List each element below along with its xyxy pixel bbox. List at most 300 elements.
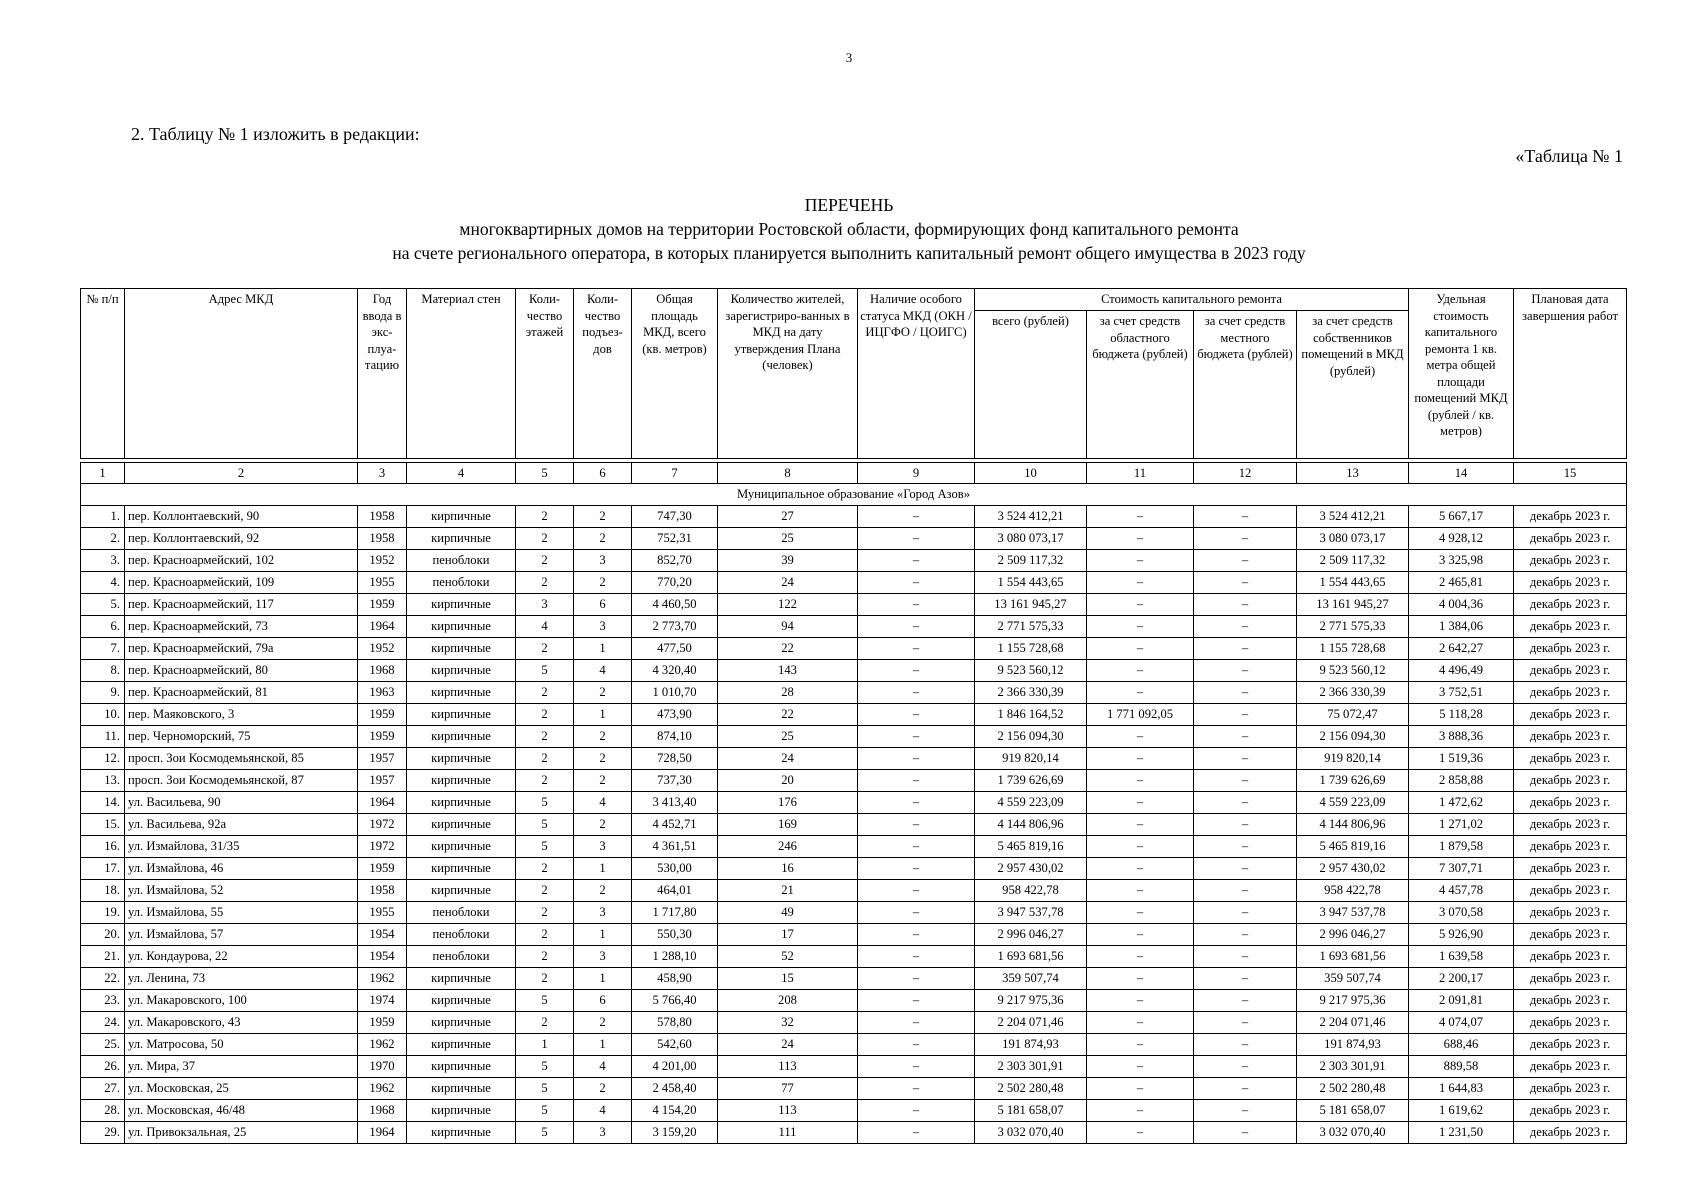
table-cell: – [1087,836,1194,858]
table-cell: – [1087,792,1194,814]
table-cell: 3 [574,902,632,924]
table-cell: 9. [81,682,125,704]
table-cell: 2 156 094,30 [975,726,1087,748]
table-cell: кирпичные [407,1122,516,1144]
table-cell: 28 [718,682,858,704]
table-cell: 3 947 537,78 [1297,902,1409,924]
table-cell: кирпичные [407,880,516,902]
table-cell: 1 554 443,65 [1297,572,1409,594]
table-cell: пер. Черноморский, 75 [125,726,358,748]
table-cell: 1 288,10 [632,946,718,968]
table-cell: – [858,990,975,1012]
table-cell: – [1194,968,1297,990]
table-cell: 4 [574,1056,632,1078]
section-row [81,484,1627,506]
table-cell: 1964 [358,1122,407,1144]
title-line-1: ПЕРЕЧЕНЬ [804,195,894,215]
table-cell: ул. Измайлова, 31/35 [125,836,358,858]
table-cell: 4. [81,572,125,594]
table-cell: 473,90 [632,704,718,726]
table-cell: 958 422,78 [1297,880,1409,902]
table-cell: 24 [718,748,858,770]
table-cell: – [1194,1056,1297,1078]
table-cell: декабрь 2023 г. [1514,902,1627,924]
table-cell: – [858,1034,975,1056]
table-cell: 3 752,51 [1409,682,1514,704]
table-cell: 3 413,40 [632,792,718,814]
table-cell: 1 [574,924,632,946]
table-cell: – [1194,1078,1297,1100]
table-cell: кирпичные [407,836,516,858]
table-cell: декабрь 2023 г. [1514,1056,1627,1078]
table-cell: 3 032 070,40 [975,1122,1087,1144]
table-cell: 1 644,83 [1409,1078,1514,1100]
table-cell: кирпичные [407,990,516,1012]
table-cell: 3 524 412,21 [975,506,1087,528]
header-cost-owners: за счет средств собственников помещений в МКД (рублей) [1297,311,1409,459]
table-row [81,1122,1627,1144]
table-cell: – [858,506,975,528]
table-cell: 122 [718,594,858,616]
table-cell: – [1194,1012,1297,1034]
table-body [81,506,1627,1144]
table-cell: 4 144 806,96 [975,814,1087,836]
table-cell: – [1194,704,1297,726]
table-cell: 4 559 223,09 [1297,792,1409,814]
table-row [81,880,1627,902]
table-cell: 3. [81,550,125,572]
table-cell: 2 200,17 [1409,968,1514,990]
section-title: Муниципальное образование «Город Азов» [81,484,1627,506]
table-cell: кирпичные [407,616,516,638]
table-cell: 4 361,51 [632,836,718,858]
table-cell: 1 155 728,68 [975,638,1087,660]
table-cell: пеноблоки [407,946,516,968]
table-row [81,506,1627,528]
table-cell: – [1194,1100,1297,1122]
table-row [81,968,1627,990]
table-cell: – [1194,902,1297,924]
table-cell: 2 [516,880,574,902]
table-cell: 1952 [358,638,407,660]
table-cell: ул. Васильева, 92а [125,814,358,836]
table-cell: 5 [516,836,574,858]
table-cell: – [1087,660,1194,682]
table-cell: 3 159,20 [632,1122,718,1144]
table-cell: 11. [81,726,125,748]
table-cell: 3 [574,946,632,968]
table-cell: 1 472,62 [1409,792,1514,814]
column-number: 6 [574,463,632,484]
table-cell: кирпичные [407,594,516,616]
table-cell: 9 217 975,36 [1297,990,1409,1012]
table-cell: 113 [718,1056,858,1078]
table-cell: 770,20 [632,572,718,594]
table-cell: 4 559 223,09 [975,792,1087,814]
column-number: 2 [125,463,358,484]
table-cell: 39 [718,550,858,572]
table-cell: 191 874,93 [1297,1034,1409,1056]
table-cell: 1 [574,1034,632,1056]
table-cell: 4 928,12 [1409,528,1514,550]
table-cell: декабрь 2023 г. [1514,704,1627,726]
table-cell: 1955 [358,902,407,924]
table-cell: 2 [574,814,632,836]
table-cell: пер. Красноармейский, 79а [125,638,358,660]
table-row [81,638,1627,660]
table-cell: 2 502 280,48 [975,1078,1087,1100]
table-cell: 25 [718,726,858,748]
table-cell: кирпичные [407,704,516,726]
table-cell: 1964 [358,616,407,638]
table-cell: 2 [574,748,632,770]
table-row [81,836,1627,858]
table-cell: 1 010,70 [632,682,718,704]
table-cell: 8. [81,660,125,682]
table-cell: – [858,682,975,704]
table-cell: кирпичные [407,506,516,528]
table-cell: 5 181 658,07 [1297,1100,1409,1122]
table-cell: 1 231,50 [1409,1122,1514,1144]
table-cell: 17. [81,858,125,880]
column-number: 5 [516,463,574,484]
table-cell: 747,30 [632,506,718,528]
table-row [81,1012,1627,1034]
column-number: 7 [632,463,718,484]
column-number: 9 [858,463,975,484]
table-cell: декабрь 2023 г. [1514,550,1627,572]
table-cell: 7. [81,638,125,660]
table-cell: декабрь 2023 г. [1514,616,1627,638]
table-cell: – [858,968,975,990]
table-cell: – [1194,594,1297,616]
table-cell: пер. Красноармейский, 102 [125,550,358,572]
table-cell: кирпичные [407,814,516,836]
table-cell: 2 204 071,46 [1297,1012,1409,1034]
table-cell: 2 509 117,32 [1297,550,1409,572]
table-cell: 6. [81,616,125,638]
page-number: 3 [845,50,853,65]
table-cell: 3 080 073,17 [1297,528,1409,550]
table-cell: 737,30 [632,770,718,792]
table-cell: декабрь 2023 г. [1514,726,1627,748]
table-cell: 5 [516,1100,574,1122]
table-cell: 26. [81,1056,125,1078]
table-cell: 1959 [358,704,407,726]
table-cell: 113 [718,1100,858,1122]
table-cell: – [1087,748,1194,770]
table-cell: 18. [81,880,125,902]
table-cell: ул. Васильева, 90 [125,792,358,814]
table-cell: 20. [81,924,125,946]
table-cell: 3 [574,616,632,638]
table-cell: – [1194,572,1297,594]
table-cell: 5 465 819,16 [975,836,1087,858]
table-cell: 2 [516,770,574,792]
table-cell: 1 693 681,56 [1297,946,1409,968]
header-area: Общая площадь МКД, всего (кв. метров) [632,289,718,459]
table-row [81,660,1627,682]
table-cell: 2 [574,880,632,902]
table-cell: 5 667,17 [1409,506,1514,528]
table-cell: пер. Красноармейский, 109 [125,572,358,594]
table-cell: 2 204 071,46 [975,1012,1087,1034]
table-cell: 2 [574,1078,632,1100]
table-cell: 2 [574,682,632,704]
table-cell: – [858,858,975,880]
table-cell: декабрь 2023 г. [1514,792,1627,814]
table-row [81,858,1627,880]
table-cell: – [1194,660,1297,682]
table-cell: – [1194,1122,1297,1144]
table-cell: 3 888,36 [1409,726,1514,748]
table-cell: пеноблоки [407,902,516,924]
table-cell: 1958 [358,528,407,550]
table-cell: декабрь 2023 г. [1514,770,1627,792]
table-cell: – [1194,528,1297,550]
table-cell: – [858,924,975,946]
table-cell: – [1087,1078,1194,1100]
table-cell: 246 [718,836,858,858]
table-row [81,726,1627,748]
column-number: 1 [81,463,125,484]
table-cell: 2 [516,528,574,550]
table-cell: 1962 [358,1078,407,1100]
table-cell: декабрь 2023 г. [1514,1078,1627,1100]
table-cell: – [1194,550,1297,572]
table-cell: – [1194,990,1297,1012]
table-cell: кирпичные [407,858,516,880]
table-cell: 4 [574,792,632,814]
table-cell: 17 [718,924,858,946]
table-cell: 21 [718,880,858,902]
table-cell: 2 [574,572,632,594]
table-cell: 1959 [358,858,407,880]
table-cell: 2 303 301,91 [975,1056,1087,1078]
table-cell: 1 846 164,52 [975,704,1087,726]
table-cell: пер. Красноармейский, 73 [125,616,358,638]
table-cell: 688,46 [1409,1034,1514,1056]
table-row [81,770,1627,792]
header-row [81,289,1627,311]
table-cell: – [1087,572,1194,594]
table-cell: 1972 [358,836,407,858]
table-cell: – [858,660,975,682]
table-cell: 1955 [358,572,407,594]
table-cell: 2 509 117,32 [975,550,1087,572]
table-cell: – [1087,506,1194,528]
column-number: 11 [1087,463,1194,484]
table-cell: 2 [574,506,632,528]
table-cell: ул. Ленина, 73 [125,968,358,990]
table-cell: 4 496,49 [1409,660,1514,682]
table-cell: пер. Маяковского, 3 [125,704,358,726]
table-cell: 359 507,74 [1297,968,1409,990]
table-cell: 1957 [358,770,407,792]
table-cell: пер. Коллонтаевский, 90 [125,506,358,528]
table-cell: 2 [516,748,574,770]
table-cell: 169 [718,814,858,836]
table-cell: – [858,946,975,968]
table-cell: 6 [574,594,632,616]
table-cell: кирпичные [407,770,516,792]
table-cell: 13. [81,770,125,792]
table-cell: 2 [516,1012,574,1034]
table-cell: 49 [718,902,858,924]
table-cell: – [1087,880,1194,902]
table-cell: декабрь 2023 г. [1514,506,1627,528]
table-row [81,594,1627,616]
table-cell: 5 [516,1078,574,1100]
table-cell: 94 [718,616,858,638]
table-cell: 5 465 819,16 [1297,836,1409,858]
table-cell: 477,50 [632,638,718,660]
table-cell: 2 303 301,91 [1297,1056,1409,1078]
table-cell: 2 458,40 [632,1078,718,1100]
table-cell: пеноблоки [407,572,516,594]
table-row [81,682,1627,704]
table-cell: – [1087,902,1194,924]
table-cell: 4 144 806,96 [1297,814,1409,836]
table-cell: – [1087,990,1194,1012]
table-cell: 21. [81,946,125,968]
table-cell: 20 [718,770,858,792]
table-cell: 3 325,98 [1409,550,1514,572]
table-cell: 1959 [358,726,407,748]
table-cell: кирпичные [407,682,516,704]
table-cell: 2 [516,902,574,924]
table-row [81,572,1627,594]
column-number: 15 [1514,463,1627,484]
table-row [81,748,1627,770]
table-cell: 1 [574,638,632,660]
table-cell: – [1194,638,1297,660]
table-cell: 4 154,20 [632,1100,718,1122]
table-cell: 32 [718,1012,858,1034]
table-cell: 1 155 728,68 [1297,638,1409,660]
table-cell: декабрь 2023 г. [1514,1034,1627,1056]
table-cell: 1968 [358,1100,407,1122]
table-cell: – [858,616,975,638]
table-cell: 728,50 [632,748,718,770]
table-cell: декабрь 2023 г. [1514,1012,1627,1034]
table-cell: ул. Матросова, 50 [125,1034,358,1056]
table-cell: 2 502 280,48 [1297,1078,1409,1100]
table-cell: – [1194,726,1297,748]
table-cell: – [1194,946,1297,968]
table-cell: декабрь 2023 г. [1514,748,1627,770]
title-line-2: многоквартирных домов на территории Ростовской области, формирующих фонд капитального ремонта [459,219,1239,239]
table-cell: 75 072,47 [1297,704,1409,726]
table-cell: 752,31 [632,528,718,550]
table-row [81,924,1627,946]
table-cell: 889,58 [1409,1056,1514,1078]
table-row [81,814,1627,836]
table-cell: – [1194,814,1297,836]
table-cell: – [858,704,975,726]
table-cell: 2 [574,528,632,550]
header-address: Адрес МКД [125,289,358,459]
table-cell: – [1087,682,1194,704]
table-row [81,704,1627,726]
table-row [81,946,1627,968]
table-cell: – [858,1056,975,1078]
table-cell: 4 004,36 [1409,594,1514,616]
table-cell: 4 [574,1100,632,1122]
column-number: 3 [358,463,407,484]
table-cell: 5 926,90 [1409,924,1514,946]
table-cell: 1. [81,506,125,528]
table-cell: кирпичные [407,638,516,660]
table-cell: – [1087,550,1194,572]
table-cell: ул. Мира, 37 [125,1056,358,1078]
header-residents: Количество жителей, зарегистриро-ванных в МКД на дату утверждения Плана (человек) [718,289,858,459]
table-cell: – [858,1100,975,1122]
table-cell: 208 [718,990,858,1012]
table-cell: 1968 [358,660,407,682]
table-cell: пер. Красноармейский, 81 [125,682,358,704]
table-cell: 23. [81,990,125,1012]
table-cell: 13 161 945,27 [975,594,1087,616]
table-cell: – [858,572,975,594]
table-cell: ул. Макаровского, 100 [125,990,358,1012]
table-row [81,528,1627,550]
table-cell: 15 [718,968,858,990]
table-cell: декабрь 2023 г. [1514,682,1627,704]
table-row [81,1056,1627,1078]
table-cell: 27. [81,1078,125,1100]
table-cell: 852,70 [632,550,718,572]
table-cell: 25 [718,528,858,550]
table-cell: – [1194,836,1297,858]
table-cell: 10. [81,704,125,726]
table-cell: 464,01 [632,880,718,902]
table-cell: 5 181 658,07 [975,1100,1087,1122]
table-cell: ул. Московская, 25 [125,1078,358,1100]
table-cell: 4 460,50 [632,594,718,616]
table-cell: 1 271,02 [1409,814,1514,836]
table-cell: 143 [718,660,858,682]
table-cell: 2 [516,924,574,946]
column-number: 14 [1409,463,1514,484]
table-cell: – [1087,946,1194,968]
table-cell: просп. Зои Космодемьянской, 85 [125,748,358,770]
table-cell: 1 [516,1034,574,1056]
column-number: 8 [718,463,858,484]
table-cell: 542,60 [632,1034,718,1056]
table-row [81,902,1627,924]
table-cell: 1 739 626,69 [975,770,1087,792]
table-cell: 191 874,93 [975,1034,1087,1056]
column-number: 12 [1194,463,1297,484]
table-cell: – [1194,770,1297,792]
table-row [81,1078,1627,1100]
table-cell: 13 161 945,27 [1297,594,1409,616]
document-title [0,193,1698,265]
header-cost-group: Стоимость капитального ремонта [975,289,1409,311]
table-cell: 1 384,06 [1409,616,1514,638]
table-cell: ул. Московская, 46/48 [125,1100,358,1122]
table-cell: 2 996 046,27 [1297,924,1409,946]
table-cell: – [1087,1100,1194,1122]
header-cost-local: за счет средств местного бюджета (рублей) [1194,311,1297,459]
table-cell: 52 [718,946,858,968]
table-cell: – [858,550,975,572]
table-cell: 1958 [358,506,407,528]
table-cell: 24. [81,1012,125,1034]
table-cell: декабрь 2023 г. [1514,946,1627,968]
table-cell: 1957 [358,748,407,770]
